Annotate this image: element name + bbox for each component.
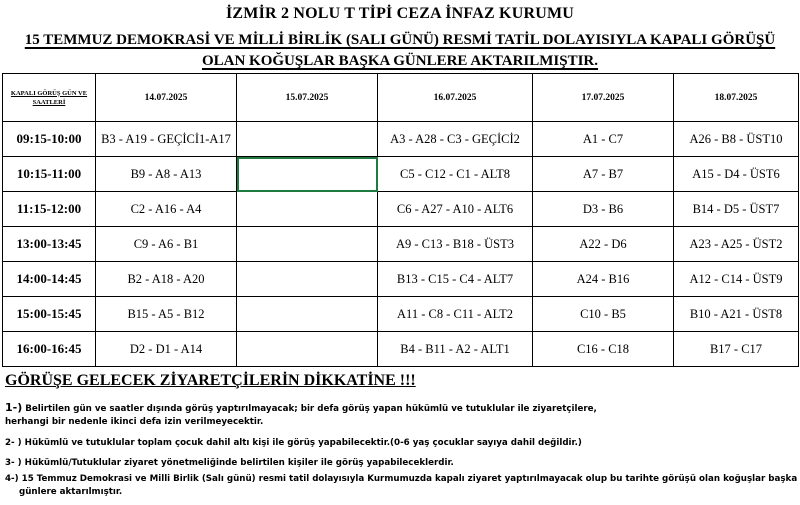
schedule-cell: A26 - B8 - ÜST10	[674, 122, 799, 157]
corner-header-cell: KAPALI GÖRÜŞ GÜN VE SAATLERİ	[3, 74, 96, 122]
time-slot-cell: 14:00-14:45	[3, 262, 96, 297]
notice-item-2	[5, 437, 582, 450]
schedule-cell: B4 - B11 - A2 - ALT1	[378, 332, 533, 367]
schedule-cell	[237, 297, 378, 332]
schedule-cell: B2 - A18 - A20	[96, 262, 237, 297]
schedule-cell: C6 - A27 - A10 - ALT6	[378, 192, 533, 227]
table-header-row	[3, 74, 799, 122]
notice-item-1	[5, 401, 597, 429]
table-row	[3, 297, 799, 332]
schedule-cell: B17 - C17	[674, 332, 799, 367]
subtitle-line-2-text: OLAN KOĞUŞLAR BAŞKA GÜNLERE AKTARILMIŞTIR.	[201, 53, 599, 69]
table-row	[3, 332, 799, 367]
schedule-cell: B15 - A5 - B12	[96, 297, 237, 332]
notice-item-number: 2- )	[5, 438, 22, 448]
schedule-cell: C2 - A16 - A4	[96, 192, 237, 227]
notice-item-number: 1-)	[5, 401, 23, 414]
schedule-cell: A7 - B7	[533, 157, 674, 192]
notice-item-text-continued: herhangi bir nedenle ikinci defa izin verilmeyecektir.	[5, 417, 264, 427]
time-slot-cell: 09:15-10:00	[3, 122, 96, 157]
table-row	[3, 262, 799, 297]
schedule-cell: C10 - B5	[533, 297, 674, 332]
schedule-cell: B10 - A21 - ÜST8	[674, 297, 799, 332]
schedule-cell: A22 - D6	[533, 227, 674, 262]
subtitle-line-1	[0, 32, 800, 49]
schedule-cell: A11 - C8 - C11 - ALT2	[378, 297, 533, 332]
schedule-cell: B9 - A8 - A13	[96, 157, 237, 192]
page-title: İZMİR 2 NOLU T TİPİ CEZA İNFAZ KURUMU	[225, 5, 575, 22]
schedule-cell: A24 - B16	[533, 262, 674, 297]
schedule-cell: A3 - A28 - C3 - GEÇİCİ2	[378, 122, 533, 157]
notice-item-text: 15 Temmuz Demokrasi ve Milli Birlik (Salı günü) resmi tatil dolayısıyla Kurmumuzda kapalı ziyaret yaptırılmayacak olup bu tarihte görüşü olan koğuşlar başka	[18, 474, 798, 484]
notice-item-text: Hükümlü ve tutuklular toplam çocuk dahil altı kişi ile görüş yapabilecektir.(0-6 yaş çocuklar sayıya dahil değildir.)	[21, 438, 582, 448]
table-row	[3, 192, 799, 227]
date-header-cell: 18.07.2025	[674, 74, 799, 122]
date-header-cell: 15.07.2025	[237, 74, 378, 122]
subtitle-line-2	[0, 53, 800, 70]
time-slot-cell: 15:00-15:45	[3, 297, 96, 332]
table-row	[3, 122, 799, 157]
schedule-cell: A23 - A25 - ÜST2	[674, 227, 799, 262]
schedule-cell: A1 - C7	[533, 122, 674, 157]
schedule-cell: D3 - B6	[533, 192, 674, 227]
date-header-cell: 14.07.2025	[96, 74, 237, 122]
schedule-cell: D2 - D1 - A14	[96, 332, 237, 367]
notice-title: GÖRÜŞE GELECEK ZİYARETÇİLERİN DİKKATİNE !!!	[5, 372, 416, 389]
table-row	[3, 157, 799, 192]
schedule-cell: C16 - C18	[533, 332, 674, 367]
schedule-cell: A12 - C14 - ÜST9	[674, 262, 799, 297]
schedule-cell: C5 - C12 - C1 - ALT8	[378, 157, 533, 192]
notice-item-4	[5, 473, 797, 499]
notice-item-text: Belirtilen gün ve saatler dışında görüş yaptırılmayacak; bir defa görüş yapan hükümlü ve tutuklular ile ziyaretçilere,	[22, 404, 597, 414]
time-slot-cell: 10:15-11:00	[3, 157, 96, 192]
notice-item-text-continued: günlere aktarılmıştır.	[19, 487, 123, 497]
notice-item-3	[5, 457, 454, 470]
notice-item-text: Hükümlü/Tutuklular ziyaret yönetmeliğinde belirtilen kişiler ile görüş yapabileceklerdir.	[21, 458, 454, 468]
schedule-cell: B14 - D5 - ÜST7	[674, 192, 799, 227]
time-slot-cell: 16:00-16:45	[3, 332, 96, 367]
schedule-cell: A15 - D4 - ÜST6	[674, 157, 799, 192]
schedule-cell: A9 - C13 - B18 - ÜST3	[378, 227, 533, 262]
time-slot-cell: 11:15-12:00	[3, 192, 96, 227]
table-row	[3, 227, 799, 262]
schedule-cell	[237, 227, 378, 262]
schedule-cell: C9 - A6 - B1	[96, 227, 237, 262]
date-header-cell: 16.07.2025	[378, 74, 533, 122]
date-header-cell: 17.07.2025	[533, 74, 674, 122]
schedule-cell: B3 - A19 - GEÇİCİ1-A17	[96, 122, 237, 157]
schedule-cell: B13 - C15 - C4 - ALT7	[378, 262, 533, 297]
selected-schedule-cell[interactable]	[237, 157, 378, 192]
schedule-cell	[237, 262, 378, 297]
schedule-cell	[237, 192, 378, 227]
time-slot-cell: 13:00-13:45	[3, 227, 96, 262]
visit-schedule-table	[2, 73, 799, 367]
notice-item-number: 4-)	[5, 474, 19, 484]
schedule-cell	[237, 332, 378, 367]
schedule-cell	[237, 122, 378, 157]
subtitle-line-1-text: 15 TEMMUZ DEMOKRASİ VE MİLLİ BİRLİK (SALI GÜNÜ) RESMİ TATİL DOLAYISIYLA KAPALI GÖRÜŞÜ	[24, 32, 776, 48]
notice-item-number: 3- )	[5, 458, 22, 468]
